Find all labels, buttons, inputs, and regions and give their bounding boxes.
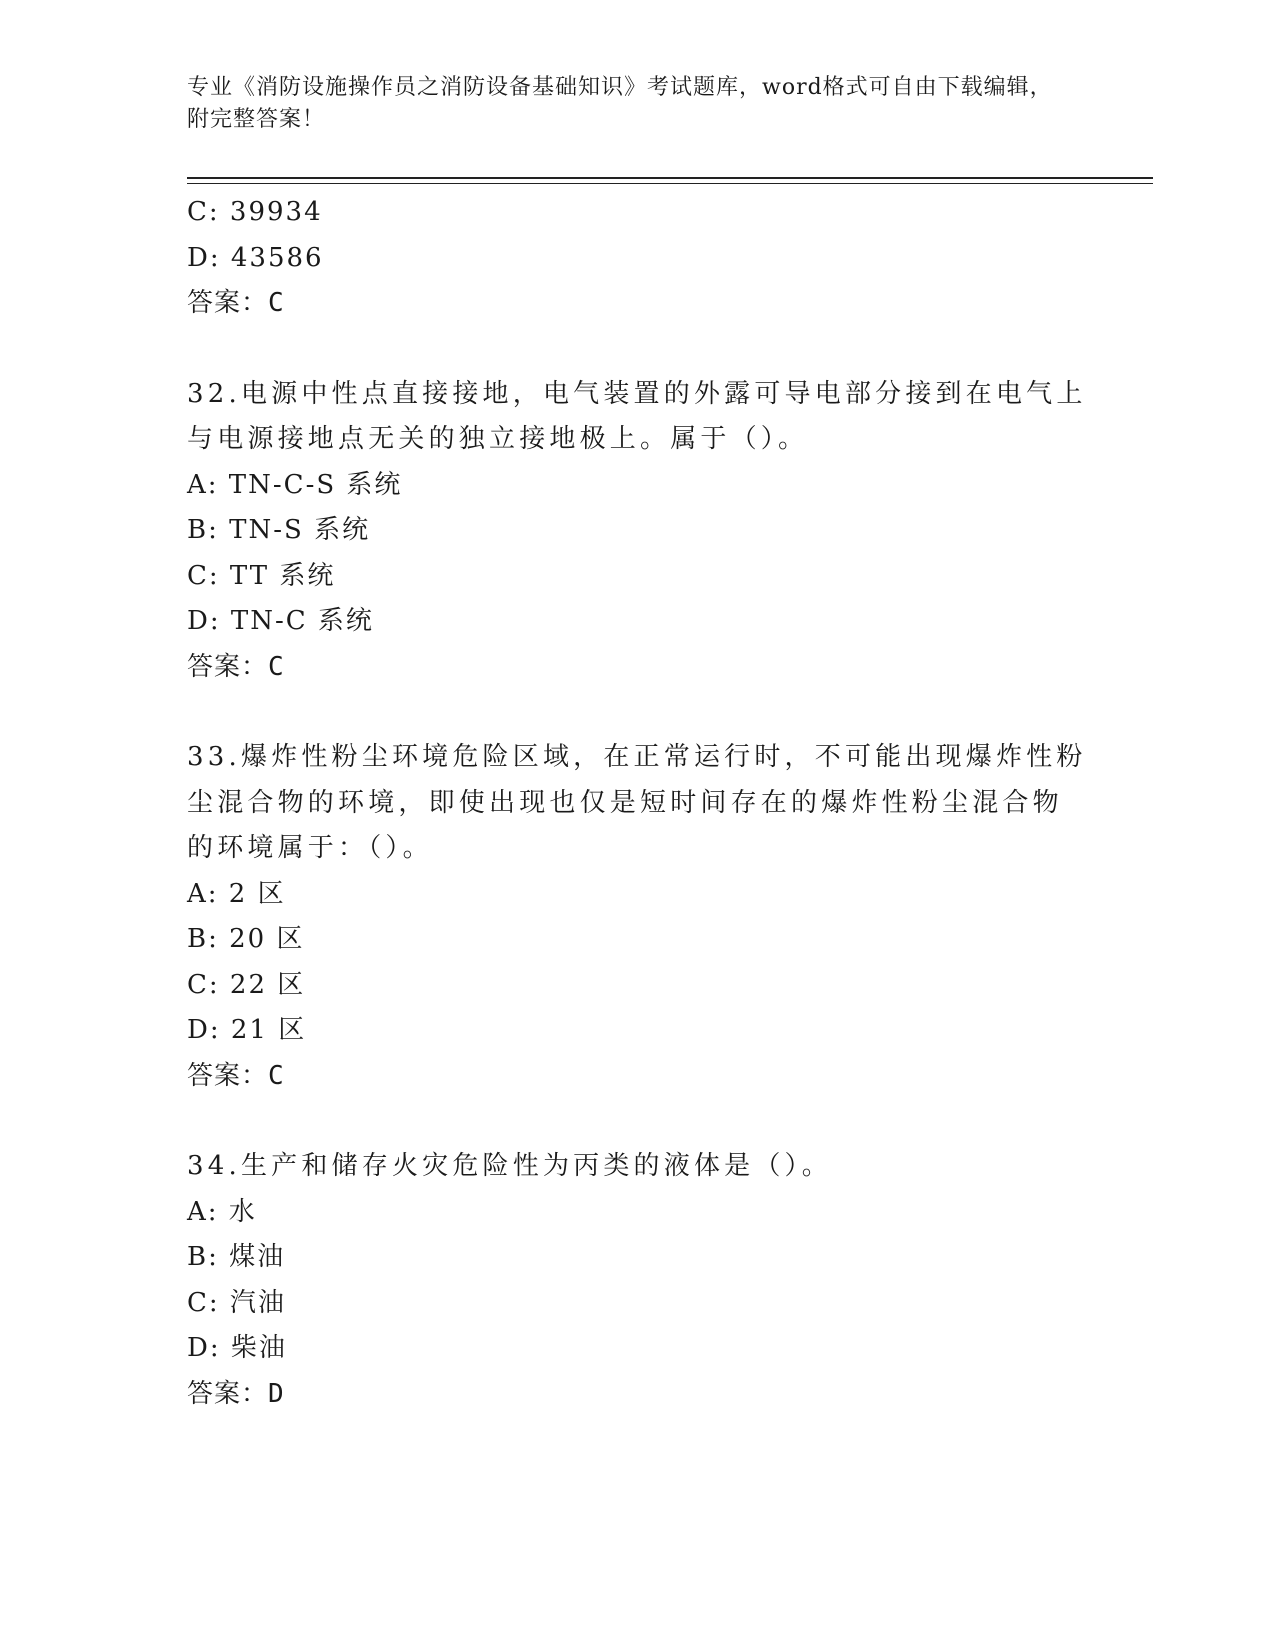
option-b: B: 煤油: [187, 1242, 286, 1272]
question-stem: 33.爆炸性粉尘环境危险区域，在正常运行时，不可能出现爆炸性粉尘混合物的环境，即使出现也仅是短时间存在的爆炸性粉尘混合物的环境属于：（）。: [187, 742, 1087, 863]
option-a: A: TN-C-S 系统: [187, 469, 403, 500]
answer: 答案：C: [187, 1060, 285, 1091]
question-block-33: [187, 735, 1087, 1099]
option-b: B: 20 区: [187, 924, 305, 954]
question-list: [187, 190, 1087, 1417]
question-stem: 32.电源中性点直接接地，电气装置的外露可导电部分接到在电气上与电源接地点无关的独立接地极上。属于（）。: [187, 378, 1087, 454]
option-a: A: 水: [187, 1196, 257, 1227]
question-block-34: [187, 1144, 1087, 1417]
option-c: C: TT 系统: [187, 560, 336, 591]
option-b: B: TN-S 系统: [187, 515, 371, 545]
answer: 答案：C: [187, 651, 285, 682]
option-d: D: TN-C 系统: [187, 606, 374, 636]
option-a: A: 2 区: [187, 878, 286, 909]
question-block-32: [187, 372, 1087, 691]
option-c: C: 39934: [187, 197, 323, 227]
question-stem: 34.生产和储存火灾危险性为丙类的液体是（）。: [187, 1151, 832, 1181]
option-c: C: 汽油: [187, 1287, 286, 1318]
option-d: D: 柴油: [187, 1333, 287, 1363]
answer: 答案：D: [187, 1378, 285, 1409]
question-block-31: [187, 190, 1087, 327]
option-d: D: 43586: [187, 242, 324, 273]
answer: 答案：C: [187, 288, 285, 318]
option-c: C: 22 区: [187, 969, 306, 1000]
page-header: 专业《消防设施操作员之消防设备基础知识》考试题库，word格式可自由下载编辑，附完整答案！: [187, 75, 1053, 132]
header-divider: [187, 177, 1153, 184]
option-d: D: 21 区: [187, 1015, 307, 1045]
